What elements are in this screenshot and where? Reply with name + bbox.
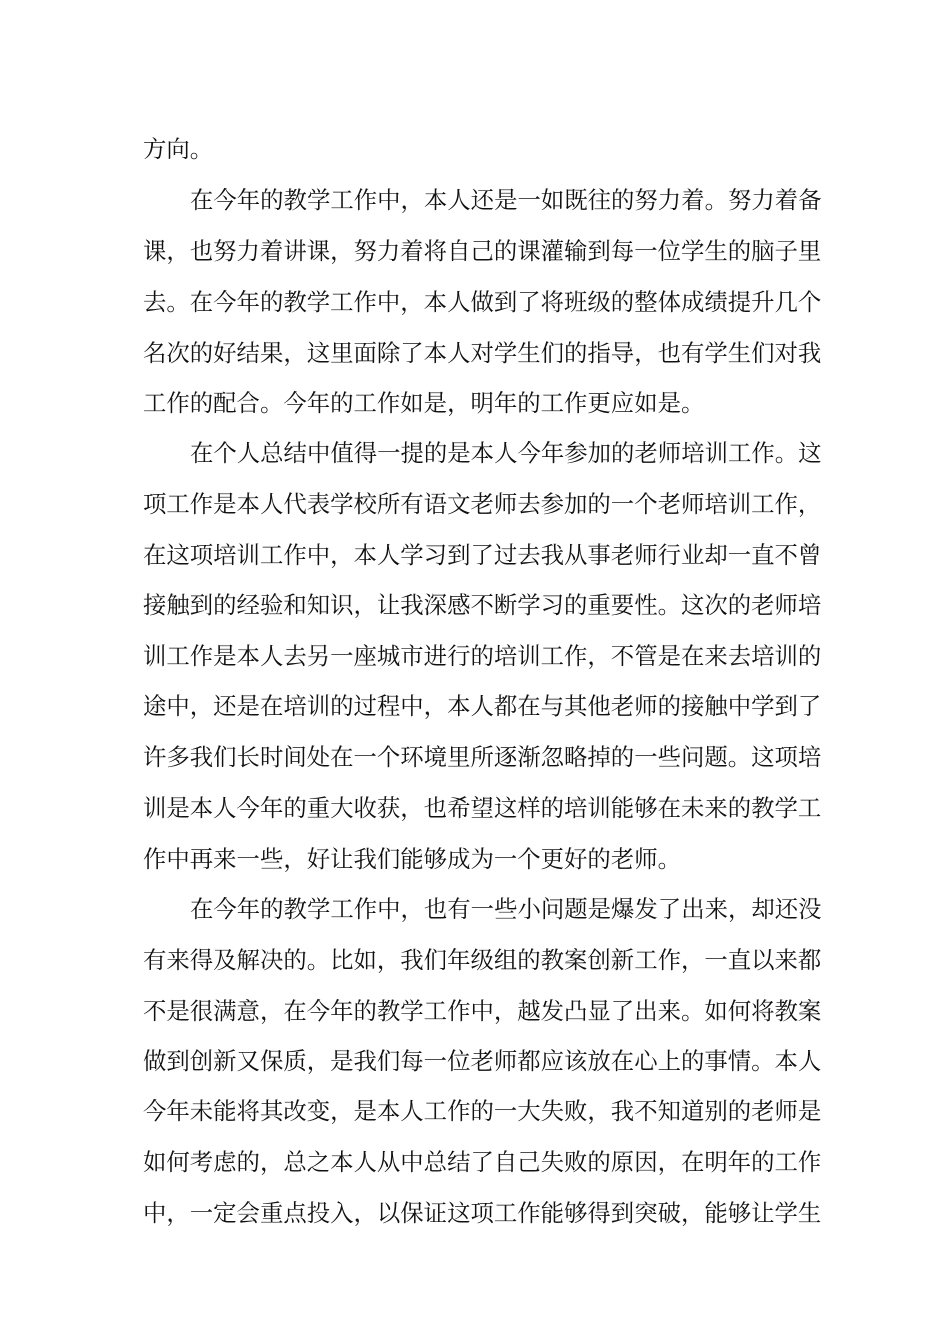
paragraph-1-line-5: 工作的配合。今年的工作如是，明年的工作更应如是。 xyxy=(143,389,705,417)
paragraph-2-line-7: 许多我们长时间处在一个环境里所逐渐忽略掉的一些问题。这项培 xyxy=(143,743,822,771)
paragraph-2-line-4: 接触到的经验和知识，让我深感不断学习的重要性。这次的老师培 xyxy=(143,591,822,619)
paragraph-1-line-4: 名次的好结果，这里面除了本人对学生们的指导，也有学生们对我 xyxy=(143,339,822,367)
paragraph-3-line-2: 有来得及解决的。比如，我们年级组的教案创新工作，一直以来都 xyxy=(143,946,822,974)
paragraph-3-line-7: 中，一定会重点投入，以保证这项工作能够得到突破，能够让学生 xyxy=(143,1199,822,1227)
paragraph-2-line-1: 在个人总结中值得一提的是本人今年参加的老师培训工作。这 xyxy=(190,439,822,467)
paragraph-2-line-9: 作中再来一些，好让我们能够成为一个更好的老师。 xyxy=(143,845,681,873)
paragraph-1-line-1: 在今年的教学工作中，本人还是一如既往的努力着。努力着备 xyxy=(190,186,822,214)
paragraph-3-line-3: 不是很满意，在今年的教学工作中，越发凸显了出来。如何将教案 xyxy=(143,997,822,1025)
paragraph-3-line-6: 如何考虑的，总之本人从中总结了自己失败的原因，在明年的工作 xyxy=(143,1148,822,1176)
paragraph-3-line-4: 做到创新又保质，是我们每一位老师都应该放在心上的事情。本人 xyxy=(143,1047,822,1075)
paragraph-1-line-2: 课，也努力着讲课，努力着将自己的课灌输到每一位学生的脑子里 xyxy=(143,237,822,265)
text-line-1: 方向。 xyxy=(143,135,214,163)
paragraph-1-line-3: 去。在今年的教学工作中，本人做到了将班级的整体成绩提升几个 xyxy=(143,288,822,316)
paragraph-2-line-5: 训工作是本人去另一座城市进行的培训工作，不管是在来去培训的 xyxy=(143,642,822,670)
paragraph-2-line-3: 在这项培训工作中，本人学习到了过去我从事老师行业却一直不曾 xyxy=(143,541,822,569)
paragraph-3-line-1: 在今年的教学工作中，也有一些小问题是爆发了出来，却还没 xyxy=(190,895,822,923)
paragraph-3-line-5: 今年未能将其改变，是本人工作的一大失败，我不知道别的老师是 xyxy=(143,1097,822,1125)
paragraph-2-line-6: 途中，还是在培训的过程中，本人都在与其他老师的接触中学到了 xyxy=(143,692,822,720)
paragraph-2-line-8: 训是本人今年的重大收获，也希望这样的培训能够在未来的教学工 xyxy=(143,794,822,822)
paragraph-2-line-2: 项工作是本人代表学校所有语文老师去参加的一个老师培训工作， xyxy=(143,490,822,518)
